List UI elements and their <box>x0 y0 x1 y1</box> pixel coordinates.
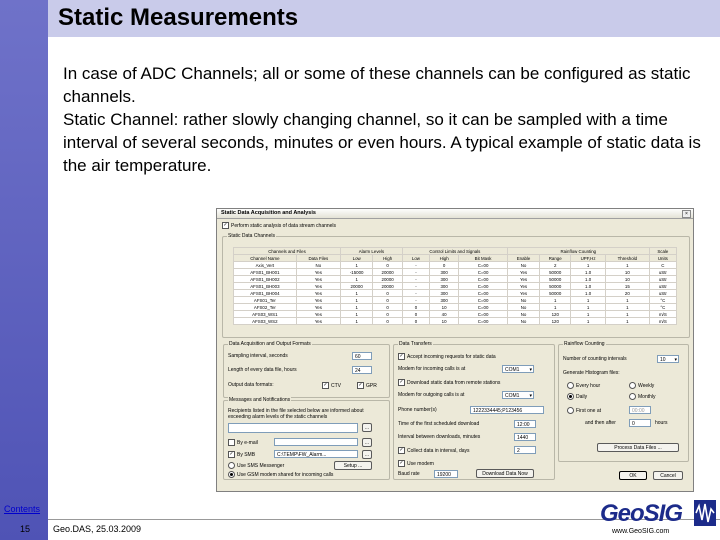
data-transfers-group <box>393 341 555 480</box>
checkbox-icon: ✓ <box>399 353 404 359</box>
table-cell[interactable]: - <box>402 283 429 290</box>
table-cell[interactable]: C=00 <box>459 304 508 311</box>
checkbox-icon: ✓ <box>399 447 404 453</box>
interval-input[interactable]: 1440 <box>514 433 536 441</box>
num-intervals-label: Number of counting intervals <box>563 356 627 362</box>
ok-button[interactable]: OK <box>619 471 647 480</box>
table-cell[interactable]: 1 <box>571 311 606 318</box>
table-row[interactable] <box>234 283 677 290</box>
checkbox-icon: ✓ <box>399 379 404 385</box>
table-cell[interactable]: Yes <box>507 290 539 297</box>
table-cell[interactable]: uStr <box>649 276 676 283</box>
daily-radio[interactable]: Daily <box>567 393 587 400</box>
table-cell[interactable]: 1 <box>540 297 571 304</box>
radio-icon <box>567 407 574 414</box>
table-cell[interactable]: 1 <box>340 318 372 325</box>
table-column-header[interactable]: High <box>429 255 458 262</box>
table-cell[interactable]: No <box>507 262 539 269</box>
download-checkbox[interactable]: ✓ Download static data from remote stations <box>399 379 501 386</box>
close-icon[interactable]: × <box>682 210 691 218</box>
table-cell[interactable]: 0 <box>373 262 403 269</box>
table-cell[interactable]: m/S <box>649 311 676 318</box>
table-cell[interactable]: 1 <box>571 318 606 325</box>
after-label: and then after <box>585 420 616 426</box>
time-label: Time of the first scheduled download <box>398 421 480 427</box>
table-row[interactable] <box>234 311 677 318</box>
accept-requests-checkbox[interactable]: ✓ Accept incoming requests for static data <box>399 353 496 360</box>
table-cell[interactable]: 1 <box>605 304 649 311</box>
rainflow-group <box>558 341 689 462</box>
length-label: Length of every data file, hours <box>228 367 297 373</box>
modem-in-select[interactable]: COM1 ▾ <box>502 365 534 373</box>
email-browse-button[interactable]: ... <box>362 438 372 447</box>
static-data-dialog <box>216 208 694 492</box>
dialog-titlebar <box>217 209 693 219</box>
table-group-header: Channels and Files <box>234 248 341 255</box>
radio-icon <box>567 382 574 389</box>
table-cell[interactable]: 0 <box>429 262 458 269</box>
table-cell[interactable]: 20000 <box>373 283 403 290</box>
table-cell[interactable]: °C <box>649 304 676 311</box>
table-cell[interactable]: 10 <box>605 276 649 283</box>
table-cell[interactable]: Yes <box>296 318 340 325</box>
table-cell[interactable]: 300 <box>429 283 458 290</box>
gpr-checkbox[interactable]: ✓ GPR <box>358 382 377 389</box>
table-column-header[interactable]: Enable <box>507 255 539 262</box>
table-column-header[interactable]: Channel Name <box>234 255 297 262</box>
table-cell[interactable]: 1 <box>571 297 606 304</box>
table-cell[interactable]: uStr <box>649 269 676 276</box>
table-row[interactable] <box>234 297 677 304</box>
checkbox-icon: ✓ <box>223 222 228 228</box>
table-cell[interactable]: 1 <box>340 304 372 311</box>
static-channels-group <box>222 233 690 338</box>
table-cell[interactable]: 120 <box>540 311 571 318</box>
table-cell[interactable]: Yes <box>507 276 539 283</box>
collect-input[interactable]: 2 <box>514 446 536 454</box>
messages-note: Recipients listed in the file selected below are informed about exceeding alarm levels of the static channels <box>228 408 364 420</box>
baud-label: Baud rate <box>398 471 420 477</box>
table-cell[interactable]: 0 <box>402 304 429 311</box>
table-cell[interactable]: 2 <box>540 262 571 269</box>
table-cell[interactable]: - <box>402 262 429 269</box>
table-cell[interactable]: Yes <box>296 311 340 318</box>
dialog-title: Static Data Acquisition and Analysis <box>221 210 316 216</box>
table-cell[interactable]: 1 <box>605 318 649 325</box>
website-url: www.GeoSIG.com <box>612 528 670 535</box>
table-cell[interactable]: C=00 <box>459 297 508 304</box>
table-cell[interactable]: 20000 <box>373 276 403 283</box>
table-cell[interactable]: 1 <box>340 311 372 318</box>
table-cell[interactable]: No <box>507 318 539 325</box>
table-cell[interactable]: No <box>296 262 340 269</box>
group-label: Messages and Notifications <box>229 397 291 403</box>
table-column-header[interactable]: Threshold <box>605 255 649 262</box>
table-cell[interactable]: AFS01_Ter <box>234 297 297 304</box>
table-column-header[interactable]: UPF,Hz <box>571 255 606 262</box>
table-cell[interactable]: 120 <box>540 318 571 325</box>
page-number: 15 <box>20 524 31 534</box>
table-cell[interactable]: 10 <box>605 269 649 276</box>
table-cell[interactable]: °C <box>649 297 676 304</box>
table-cell[interactable]: Yes <box>507 283 539 290</box>
table-cell[interactable]: 0 <box>373 297 403 304</box>
wave-logo-icon <box>694 500 716 526</box>
table-cell[interactable]: C=00 <box>459 276 508 283</box>
recipients-file[interactable] <box>228 423 358 433</box>
table-cell[interactable]: C <box>649 262 676 269</box>
table-cell[interactable]: Yes <box>296 276 340 283</box>
table-cell[interactable]: 0 <box>402 311 429 318</box>
table-cell[interactable]: 300 <box>429 297 458 304</box>
use-gsm-radio[interactable]: Use GSM modem shared for incoming calls <box>228 471 333 478</box>
table-cell[interactable]: C=00 <box>459 269 508 276</box>
use-sms-radio[interactable]: Use SMS Messenger <box>228 462 284 469</box>
phone-label: Phone number(s) <box>398 407 437 413</box>
table-cell[interactable]: 40 <box>429 311 458 318</box>
use-modem-checkbox[interactable]: ✓ Use modem <box>399 460 434 467</box>
smb-browse-button[interactable]: ... <box>362 450 372 459</box>
table-column-header[interactable]: Low <box>402 255 429 262</box>
process-files-button[interactable]: Process Data Files ... <box>597 443 679 452</box>
table-row[interactable] <box>234 269 677 276</box>
table-cell[interactable]: C=00 <box>459 311 508 318</box>
table-column-header[interactable]: Units <box>649 255 676 262</box>
channels-table <box>233 247 677 325</box>
table-cell[interactable]: 1 <box>571 262 606 269</box>
weekly-radio[interactable]: Weekly <box>629 382 654 389</box>
every-hour-radio[interactable]: Every hour <box>567 382 600 389</box>
after-input[interactable]: 0 <box>629 419 651 427</box>
table-column-header[interactable]: Data Files <box>296 255 340 262</box>
time-input[interactable]: 12:00 <box>514 420 536 428</box>
table-cell[interactable]: No <box>507 311 539 318</box>
monthly-radio[interactable]: Monthly <box>629 393 656 400</box>
table-cell[interactable]: Yes <box>296 304 340 311</box>
table-group-header: Control Limits and Signals <box>402 248 507 255</box>
table-group-header: Rainflow Counting <box>507 248 649 255</box>
radio-icon <box>228 471 235 478</box>
table-cell[interactable]: 1 <box>605 297 649 304</box>
table-cell[interactable]: uStr <box>649 283 676 290</box>
table-cell[interactable]: 1.0 <box>571 276 606 283</box>
checkbox-icon: ✓ <box>229 451 234 457</box>
table-cell[interactable]: AFS01_BH001 <box>234 269 297 276</box>
table-cell[interactable]: 1 <box>571 304 606 311</box>
table-cell[interactable]: 1.0 <box>571 290 606 297</box>
table-cell[interactable]: - <box>402 269 429 276</box>
csv-checkbox[interactable]: ✓ CTV <box>323 382 341 389</box>
by-smb-checkbox[interactable]: ✓ By SMB <box>229 451 256 458</box>
table-cell[interactable]: 0 <box>373 318 403 325</box>
table-cell[interactable]: 15 <box>605 283 649 290</box>
contents-link[interactable]: Contents <box>4 504 41 514</box>
table-cell[interactable]: AFS01_BH002 <box>234 276 297 283</box>
radio-icon <box>228 462 235 469</box>
group-label: Data Transfers <box>399 341 432 347</box>
radio-icon <box>629 393 636 400</box>
table-cell[interactable]: 1 <box>540 304 571 311</box>
cancel-button[interactable]: Cancel <box>653 471 683 480</box>
table-cell[interactable]: - <box>402 276 429 283</box>
sidebar-band <box>0 0 48 540</box>
table-cell[interactable]: 0 <box>373 304 403 311</box>
checkbox-icon <box>228 439 235 446</box>
table-column-header[interactable]: Bit Mask <box>459 255 508 262</box>
table-cell[interactable]: 50000 <box>540 283 571 290</box>
table-cell[interactable]: 1 <box>605 311 649 318</box>
num-intervals-select[interactable]: 10 ▾ <box>657 355 679 363</box>
paragraph-2: Static Channel: rather slowly changing channel, so it can be sampled with a time interval of several seconds, minutes or even hours. A typical example of static data is the air temperature. <box>63 110 701 175</box>
table-cell[interactable]: 20000 <box>373 269 403 276</box>
table-cell[interactable]: AFS03_WS1 <box>234 311 297 318</box>
sampling-label: Sampling interval, seconds <box>228 353 288 359</box>
paragraph-1: In case of ADC Channels; all or some of these channels can be configured as static channels. <box>63 64 691 106</box>
table-column-header[interactable]: Range <box>540 255 571 262</box>
browse-button[interactable]: ... <box>362 423 372 432</box>
body-text <box>63 62 703 177</box>
messages-group <box>223 397 390 480</box>
table-cell[interactable]: AFS01_BH003 <box>234 283 297 290</box>
table-cell[interactable]: AFS03_WS2 <box>234 318 297 325</box>
modem-out-label: Modem for outgoing calls is at <box>398 392 465 398</box>
table-cell[interactable]: Yes <box>296 297 340 304</box>
table-cell[interactable]: Yes <box>296 290 340 297</box>
baud-input[interactable]: 19200 <box>434 470 458 478</box>
table-cell[interactable]: 300 <box>429 269 458 276</box>
table-cell[interactable]: C=00 <box>459 283 508 290</box>
length-input[interactable]: 24 <box>352 366 372 374</box>
table-cell[interactable]: m/S <box>649 318 676 325</box>
footer-info: Geo.DAS, 25.03.2009 <box>53 524 142 534</box>
phone-input[interactable]: 1222334445;P123456 <box>470 406 544 414</box>
table-cell[interactable]: 0 <box>402 318 429 325</box>
slide-title: Static Measurements <box>58 4 299 31</box>
radio-icon <box>629 382 636 389</box>
output-label: Output data formats: <box>228 382 274 388</box>
table-cell[interactable]: Yes <box>507 269 539 276</box>
histogram-label: Generate Histogram files: <box>563 370 620 376</box>
table-row[interactable] <box>234 318 677 325</box>
checkbox-icon: ✓ <box>399 460 404 466</box>
geosig-logo: GeoSIG <box>600 500 683 527</box>
table-cell[interactable]: - <box>402 290 429 297</box>
table-column-header[interactable]: High <box>373 255 403 262</box>
table-cell[interactable]: 10 <box>429 318 458 325</box>
table-cell[interactable]: AFS01_BH004 <box>234 290 297 297</box>
table-cell[interactable]: 20000 <box>340 283 372 290</box>
table-group-header: Scale <box>649 248 676 255</box>
table-cell[interactable]: -15000 <box>340 269 372 276</box>
table-cell[interactable]: No <box>507 297 539 304</box>
interval-label: Interval between downloads, minutes <box>398 434 481 440</box>
setup-button[interactable]: Setup ... <box>334 461 372 470</box>
first-one-input[interactable]: 00:00 <box>629 406 651 414</box>
table-row[interactable] <box>234 304 677 311</box>
collect-checkbox[interactable]: ✓ Collect data in interval, days <box>399 447 470 454</box>
table-cell[interactable]: 300 <box>429 276 458 283</box>
table-row[interactable] <box>234 276 677 283</box>
table-cell[interactable]: 1 <box>340 262 372 269</box>
table-cell[interactable]: Axis_Vert <box>234 262 297 269</box>
smb-path-input[interactable]: C:\TEMP\FW_Alarm... <box>274 450 358 458</box>
download-now-button[interactable]: Download Data Now <box>476 469 534 478</box>
table-group-header: Alarm Levels <box>340 248 402 255</box>
table-cell[interactable]: 1 <box>340 297 372 304</box>
table-cell[interactable]: C=00 <box>459 262 508 269</box>
email-input[interactable] <box>274 438 358 446</box>
table-cell[interactable]: 300 <box>429 290 458 297</box>
perform-analysis-checkbox[interactable]: ✓ Perform static analysis of data stream channels <box>223 222 337 229</box>
table-cell[interactable]: Yes <box>296 283 340 290</box>
table-cell[interactable]: 1 <box>605 262 649 269</box>
table-cell[interactable]: uStr <box>649 290 676 297</box>
table-cell[interactable]: 1.0 <box>571 269 606 276</box>
table-cell[interactable]: C=00 <box>459 318 508 325</box>
table-cell[interactable]: 20 <box>605 290 649 297</box>
modem-in-label: Modem for incoming calls is at <box>398 366 466 372</box>
table-row[interactable] <box>234 262 677 269</box>
table-cell[interactable]: Yes <box>296 269 340 276</box>
table-column-header[interactable]: Low <box>340 255 372 262</box>
table-cell[interactable]: 1 <box>340 290 372 297</box>
table-cell[interactable]: 50000 <box>540 290 571 297</box>
table-cell[interactable]: 1 <box>340 276 372 283</box>
table-cell[interactable]: 1.0 <box>571 283 606 290</box>
radio-icon <box>567 393 574 400</box>
table-cell[interactable]: 10 <box>429 304 458 311</box>
table-cell[interactable]: No <box>507 304 539 311</box>
acquisition-group <box>223 341 390 398</box>
checkbox-icon: ✓ <box>323 382 328 388</box>
sampling-input[interactable]: 60 <box>352 352 372 360</box>
table-cell[interactable]: 0 <box>373 311 403 318</box>
first-one-radio[interactable]: First one at <box>567 407 601 414</box>
modem-out-select[interactable]: COM1 ▾ <box>502 391 534 399</box>
table-cell[interactable]: - <box>402 297 429 304</box>
group-label: Data Acquisition and Output Formats <box>229 341 311 347</box>
group-label: Rainflow Counting <box>564 341 605 347</box>
table-cell[interactable]: AFS02_Ter <box>234 304 297 311</box>
group-label: Static Data Channels <box>228 233 275 239</box>
table-cell[interactable]: 50000 <box>540 269 571 276</box>
by-email-checkbox[interactable]: By e-mail <box>228 439 258 446</box>
checkbox-icon: ✓ <box>358 382 363 388</box>
table-cell[interactable]: 50000 <box>540 276 571 283</box>
table-cell[interactable]: 0 <box>373 290 403 297</box>
hours-label: hours <box>655 420 668 426</box>
table-row[interactable] <box>234 290 677 297</box>
table-cell[interactable]: C=00 <box>459 290 508 297</box>
